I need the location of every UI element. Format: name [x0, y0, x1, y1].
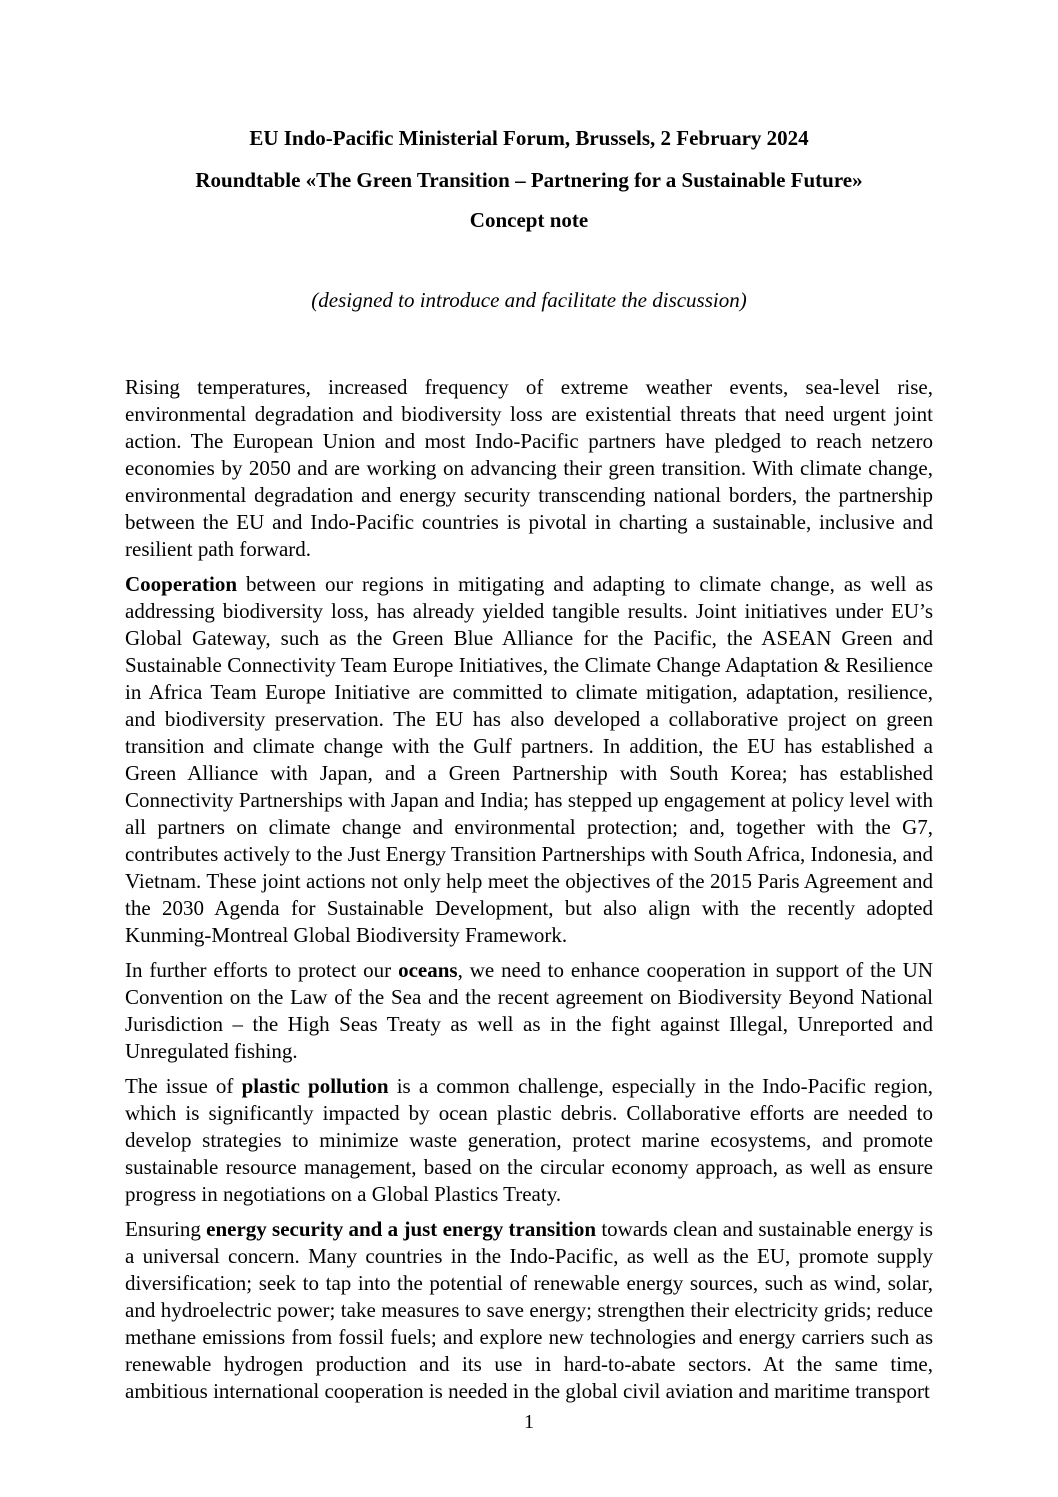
- paragraph-text-run: The issue of: [125, 1074, 242, 1098]
- paragraph-text-run: is a common challenge, especially in the Indo-Pacific region, which is significantly impacted by ocean plastic debris. Collaborative efforts are needed to develop strategies to minimize waste generation, protect marine ecosystems, and promote sustainable resource management, based on the circular economy approach, as well as ensure progress in negotiations on a Global Plastics Treaty.: [125, 1074, 933, 1206]
- paragraph: [125, 957, 933, 1065]
- document-subtitle: Roundtable «The Green Transition – Partnering for a Sustainable Future»: [195, 168, 863, 192]
- page-number: 1: [524, 1411, 534, 1433]
- paragraph-bold-run: oceans: [398, 958, 458, 982]
- paragraph-text-run: between our regions in mitigating and adapting to climate change, as well as addressing biodiversity loss, has already yielded tangible results. Joint initiatives under EU’s Global Gateway, such as the Green Blue Alliance for the Pacific, the ASEAN Green and Sustainable Connectivity Team Europe Initiatives, the Climate Change Adaptation & Resilience in Africa Team Europe Initiative are committed to climate mitigation, adaptation, resilience, and biodiversity preservation. The EU has also developed a collaborative project on green transition and climate change with the Gulf partners. In addition, the EU has established a Green Alliance with Japan, and a Green Partnership with South Korea; has established Connectivity Partnerships with Japan and India; has stepped up engagement at policy level with all partners on climate change and environmental protection; and, together with the G7, contributes actively to the Just Energy Transition Partnerships with South Africa, Indonesia, and Vietnam. These joint actions not only help meet the objectives of the 2015 Paris Agreement and the 2030 Agenda for Sustainable Development, but also align with the recently adopted Kunming-Montreal Global Biodiversity Framework.: [125, 572, 934, 947]
- document-type-heading: Concept note: [469, 208, 589, 232]
- paragraph: [125, 571, 933, 949]
- paragraph: [125, 374, 933, 563]
- paragraphs: [125, 374, 933, 1405]
- document-title: EU Indo-Pacific Ministerial Forum, Brussels, 2 February 2024: [249, 126, 809, 150]
- paragraph: [125, 1216, 933, 1405]
- paragraph-text-run: Rising temperatures, increased frequency of extreme weather events, sea-level rise, environmental degradation and biodiversity loss are existential threats that need urgent joint action. The European Union and most Indo-Pacific partners have pledged to reach netzero economies by 2050 and are working on advancing their green transition. With climate change, environmental degradation and energy security transcending national borders, the partnership between the EU and Indo-Pacific countries is pivotal in charting a sustainable, inclusive and resilient path forward.: [125, 375, 933, 561]
- paragraph-bold-run: plastic pollution: [241, 1074, 389, 1098]
- paragraph-text-run: towards clean and sustainable energy is a universal concern. Many countries in the Indo-Pacific, as well as the EU, promote supply diversification; seek to tap into the potential of renewable energy sources, such as wind, solar, and hydroelectric power; take measures to save energy; strengthen their electricity grids; reduce methane emissions from fossil fuels; and explore new technologies and energy carriers such as renewable hydrogen production and its use in hard-to-abate sectors. At the same time, ambitious international cooperation is needed in the global civil aviation and maritime transport: [125, 1217, 933, 1403]
- paragraph: [125, 1073, 933, 1208]
- paragraph-text-run: Ensuring: [125, 1217, 207, 1241]
- paragraph-bold-run: energy security and a just energy transition: [206, 1217, 597, 1241]
- document-tagline: (designed to introduce and facilitate the discussion): [311, 288, 747, 312]
- paragraph-text-run: , we need to enhance cooperation in support of the UN Convention on the Law of the Sea and the recent agreement on Biodiversity Beyond National Jurisdiction – the High Seas Treaty as well as in the fight against Illegal, Unreported and Unregulated fishing.: [125, 958, 933, 1063]
- paragraph-text-run: In further efforts to protect our: [125, 958, 399, 982]
- paragraph-bold-run: Cooperation: [125, 572, 237, 596]
